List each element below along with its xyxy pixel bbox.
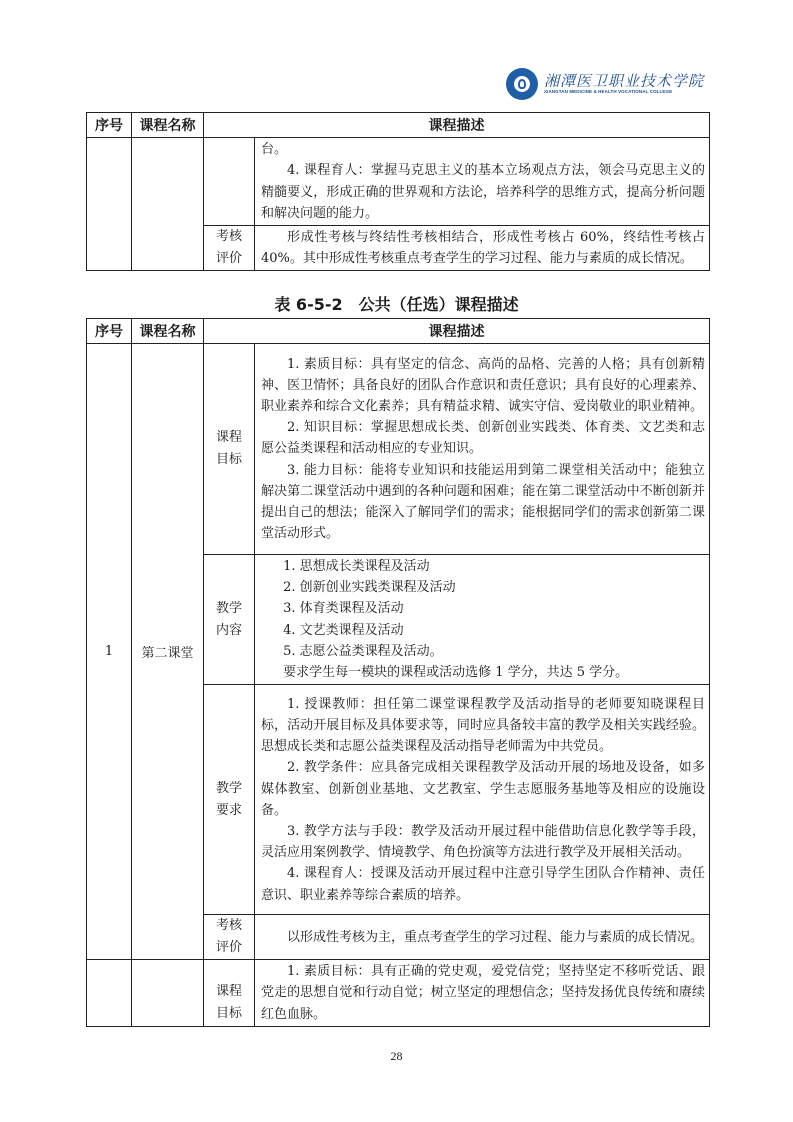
- goal-description: 1. 素质目标：具有正确的党史观，爱党信党；坚持坚定不移听党话、跟党走的思想自觉和行动自觉；树立坚定的理想信念；坚持发扬优良传统和赓续红色血脉。: [255, 960, 710, 1027]
- college-logo: [506, 68, 706, 102]
- logo-english-name: XIANGTAN MEDICINE & HEALTH VOCATIONAL COLLEGE: [544, 89, 673, 94]
- cell-sub-label: [204, 138, 255, 226]
- cell-name: [132, 138, 204, 271]
- col-header-name: 课程名称: [132, 319, 204, 344]
- table-header-row: [87, 319, 710, 344]
- col-header-desc: 课程描述: [204, 319, 710, 344]
- elective-course-table: [86, 318, 710, 1027]
- content-description: 1. 思想成长类课程及活动 2. 创新创业实践类课程及活动 3. 体育类课程及活动 4. 文艺类课程及活动 5. 志愿公益类课程及活动。 要求学生每一模块的课程或活动选修 1 学分，共达 5 学分。: [255, 555, 710, 685]
- course-number: 1: [87, 344, 132, 960]
- course-number: [87, 960, 132, 1027]
- content-label: 教学内容: [204, 555, 255, 685]
- logo-chinese-name: 湘潭医卫职业技术学院: [544, 72, 705, 90]
- page-number: 28: [390, 1049, 403, 1063]
- course-name: 第二课堂: [132, 344, 204, 960]
- col-header-num: 序号: [87, 113, 132, 138]
- cell-num: [87, 138, 132, 271]
- goal-label: 课程目标: [204, 960, 255, 1027]
- table-row: [87, 960, 710, 1027]
- eval-label: 考核评价: [204, 226, 255, 271]
- col-header-desc: 课程描述: [204, 113, 710, 138]
- requirements-description: 1. 授课教师：担任第二课堂课程教学及活动指导的老师要知晓课程目标，活动开展目标及具体要求等，同时应具备较丰富的教学及相关实践经验。思想成长类和志愿公益类课程及活动指导老师需为中共党员。 2. 教学条件：应具备完成相关课程教学及活动开展的场地及设备，如多媒体教室、创新创业基地、文艺教室、学生志愿服务基地等及相应的设施设备。 3. 教学方法与手段：教学及活动开展过程中能借助信息化教学等手段，灵活应用案例教学、情境教学、角色扮演等方法进行教学及开展相关活动。 4. 课程育人：授课及活动开展过程中注意引导学生团队合作精神、责任意识、职业素养等综合素质的培养。: [255, 685, 710, 915]
- eval-description: 以形成性考核为主，重点考查学生的学习过程、能力与素质的成长情况。: [255, 915, 710, 960]
- goal-description: 1. 素质目标：具有坚定的信念、高尚的品格、完善的人格；具有创新精神、医卫情怀；具备良好的团队合作意识和责任意识；具有良好的心理素养、职业素养和综合文化素养；具有精益求精、诚实守信、爱岗敬业的职业精神。 2. 知识目标：掌握思想成长类、创新创业实践类、体育类、文艺类和志愿公益类课程和活动相应的专业知识。 3. 能力目标：能将专业知识和技能运用到第二课堂相关活动中；能独立解决第二课堂活动中遇到的各种问题和困难；能在第二课堂活动中不断创新并提出自己的想法；能深入了解同学们的需求；能根据同学们的需求创新第二课堂活动形式。: [255, 344, 710, 555]
- table-header-row: [87, 113, 710, 138]
- eval-description: 形成性考核与终结性考核相结合，形成性考核占 60%，终结性考核占 40%。其中形成性考核重点考查学生的学习过程、能力与素质的成长情况。: [255, 226, 710, 271]
- goal-description: 台。 4. 课程育人：掌握马克思主义的基本立场观点方法，领会马克思主义的精髓要义，形成正确的世界观和方法论，培养科学的思维方式，提高分析问题和解决问题的能力。: [255, 138, 710, 226]
- col-header-name: 课程名称: [132, 113, 204, 138]
- goal-label: 课程目标: [204, 344, 255, 555]
- course-table-continued: [86, 112, 710, 271]
- table-row: [87, 138, 710, 226]
- eval-label: 考核评价: [204, 915, 255, 960]
- requirements-label: 教学要求: [204, 685, 255, 915]
- table-caption: 表 6-5-2 公共（任选）课程描述: [274, 295, 519, 314]
- table-row: [87, 344, 710, 555]
- course-name: [132, 960, 204, 1027]
- col-header-num: 序号: [87, 319, 132, 344]
